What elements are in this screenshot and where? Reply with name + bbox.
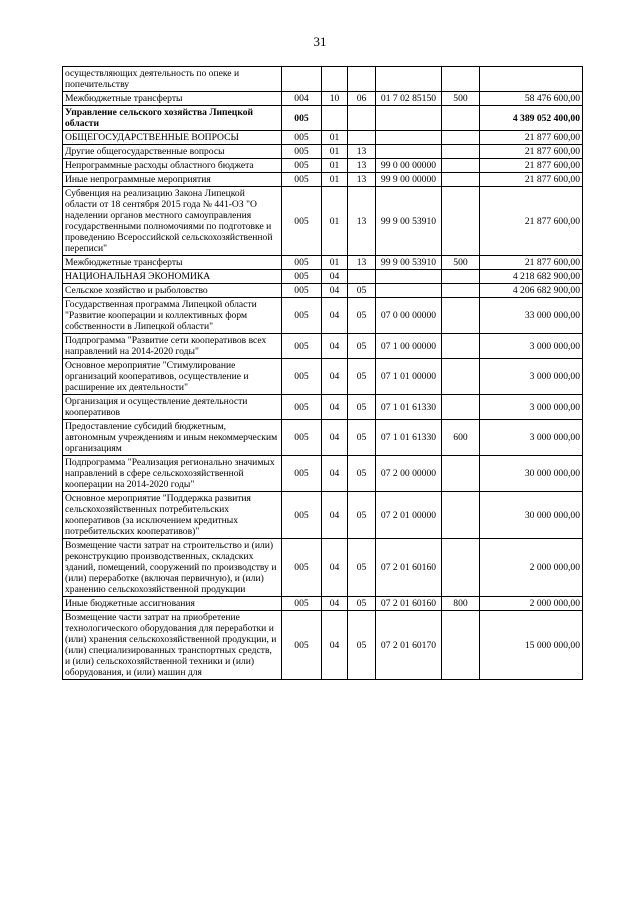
razdel-cell: 04 <box>322 359 348 395</box>
expense-type-cell <box>442 173 480 187</box>
table-row <box>63 256 583 270</box>
row-name-cell: Сельское хозяйство и рыболовство <box>63 284 282 298</box>
page-number: 31 <box>313 34 327 49</box>
target-article-cell: 01 7 02 85150 <box>376 92 442 106</box>
table-row <box>63 456 583 492</box>
amount-cell: 58 476 600,00 <box>480 92 583 106</box>
podrazdel-cell: 05 <box>348 420 376 456</box>
expense-type-cell <box>442 359 480 395</box>
expense-type-cell <box>442 145 480 159</box>
podrazdel-cell: 05 <box>348 284 376 298</box>
podrazdel-cell: 05 <box>348 597 376 611</box>
expense-type-cell <box>442 395 480 420</box>
amount-cell: 33 000 000,00 <box>480 298 583 334</box>
target-article-cell: 99 0 00 00000 <box>376 159 442 173</box>
razdel-cell: 04 <box>322 284 348 298</box>
target-article-cell: 07 1 01 61330 <box>376 420 442 456</box>
vedomstvo-cell: 005 <box>282 492 322 539</box>
vedomstvo-cell: 004 <box>282 92 322 106</box>
podrazdel-cell: 05 <box>348 611 376 680</box>
amount-cell: 2 000 000,00 <box>480 539 583 597</box>
row-name-cell: Государственная программа Липецкой области "Развитие кооперации и коллективных форм собственности в Липецкой области" <box>63 298 282 334</box>
table-row <box>63 173 583 187</box>
expense-type-cell <box>442 106 480 131</box>
row-name-cell: Организация и осуществление деятельности кооперативов <box>63 395 282 420</box>
target-article-cell: 99 9 00 00000 <box>376 173 442 187</box>
vedomstvo-cell: 005 <box>282 173 322 187</box>
podrazdel-cell: 13 <box>348 159 376 173</box>
row-name-cell: осуществляющих деятельность по опеке и попечительству <box>63 67 282 92</box>
table-row <box>63 611 583 680</box>
amount-cell <box>480 67 583 92</box>
row-name-cell: Управление сельского хозяйства Липецкой области <box>63 106 282 131</box>
table-row <box>63 334 583 359</box>
target-article-cell: 07 2 01 00000 <box>376 492 442 539</box>
expense-type-cell <box>442 131 480 145</box>
target-article-cell: 99 9 00 53910 <box>376 187 442 256</box>
vedomstvo-cell: 005 <box>282 145 322 159</box>
row-name-cell: НАЦИОНАЛЬНАЯ ЭКОНОМИКА <box>63 270 282 284</box>
razdel-cell: 04 <box>322 539 348 597</box>
vedomstvo-cell: 005 <box>282 420 322 456</box>
table-row <box>63 106 583 131</box>
amount-cell: 30 000 000,00 <box>480 456 583 492</box>
table-row <box>63 284 583 298</box>
amount-cell: 21 877 600,00 <box>480 131 583 145</box>
amount-cell: 21 877 600,00 <box>480 145 583 159</box>
podrazdel-cell: 13 <box>348 173 376 187</box>
vedomstvo-cell: 005 <box>282 456 322 492</box>
amount-cell: 21 877 600,00 <box>480 187 583 256</box>
amount-cell: 21 877 600,00 <box>480 256 583 270</box>
amount-cell: 4 206 682 900,00 <box>480 284 583 298</box>
table-row <box>63 492 583 539</box>
table-row <box>63 298 583 334</box>
expense-type-cell: 500 <box>442 92 480 106</box>
podrazdel-cell: 13 <box>348 256 376 270</box>
table-row <box>63 395 583 420</box>
table-row <box>63 92 583 106</box>
vedomstvo-cell: 005 <box>282 270 322 284</box>
razdel-cell: 04 <box>322 611 348 680</box>
razdel-cell <box>322 67 348 92</box>
table-row <box>63 159 583 173</box>
amount-cell: 21 877 600,00 <box>480 159 583 173</box>
razdel-cell: 04 <box>322 597 348 611</box>
row-name-cell: Межбюджетные трансферты <box>63 92 282 106</box>
target-article-cell <box>376 67 442 92</box>
budget-table <box>62 66 583 680</box>
table-row <box>63 539 583 597</box>
row-name-cell: Иные непрограммные мероприятия <box>63 173 282 187</box>
amount-cell: 3 000 000,00 <box>480 420 583 456</box>
amount-cell: 30 000 000,00 <box>480 492 583 539</box>
target-article-cell: 07 1 00 00000 <box>376 334 442 359</box>
expense-type-cell <box>442 270 480 284</box>
podrazdel-cell: 05 <box>348 539 376 597</box>
target-article-cell: 07 2 01 60170 <box>376 611 442 680</box>
row-name-cell: Основное мероприятие "Поддержка развития сельскохозяйственных потребительских кооперативов (за исключением кредитных потребительских кооперативов)" <box>63 492 282 539</box>
razdel-cell: 01 <box>322 159 348 173</box>
razdel-cell: 01 <box>322 131 348 145</box>
table-row <box>63 359 583 395</box>
razdel-cell: 04 <box>322 395 348 420</box>
target-article-cell: 07 2 01 60160 <box>376 539 442 597</box>
target-article-cell <box>376 284 442 298</box>
expense-type-cell <box>442 492 480 539</box>
row-name-cell: Возмещение части затрат на строительство и (или) реконструкцию производственных, складских зданий, помещений, сооружений по производству и (или) переработке (включая первичную), и (или) хранению сельскохозяйственной продукции <box>63 539 282 597</box>
amount-cell: 3 000 000,00 <box>480 359 583 395</box>
podrazdel-cell: 05 <box>348 334 376 359</box>
razdel-cell: 10 <box>322 92 348 106</box>
razdel-cell: 01 <box>322 173 348 187</box>
razdel-cell <box>322 106 348 131</box>
expense-type-cell <box>442 67 480 92</box>
razdel-cell: 01 <box>322 256 348 270</box>
vedomstvo-cell: 005 <box>282 256 322 270</box>
table-row <box>63 597 583 611</box>
row-name-cell: Субвенция на реализацию Закона Липецкой области от 18 сентября 2015 года № 441-ОЗ "О наделении органов местного самоуправления государственными полномочиями по подготовке и проведению Всероссийской сельскохозяйственной переписи" <box>63 187 282 256</box>
expense-type-cell <box>442 539 480 597</box>
vedomstvo-cell: 005 <box>282 334 322 359</box>
vedomstvo-cell <box>282 67 322 92</box>
expense-type-cell <box>442 611 480 680</box>
row-name-cell: Межбюджетные трансферты <box>63 256 282 270</box>
row-name-cell: Предоставление субсидий бюджетным, автономным учреждениям и иным некоммерческим организациям <box>63 420 282 456</box>
expense-type-cell <box>442 298 480 334</box>
razdel-cell: 01 <box>322 187 348 256</box>
expense-type-cell: 600 <box>442 420 480 456</box>
podrazdel-cell <box>348 106 376 131</box>
row-name-cell: ОБЩЕГОСУДАРСТВЕННЫЕ ВОПРОСЫ <box>63 131 282 145</box>
target-article-cell <box>376 145 442 159</box>
razdel-cell: 04 <box>322 456 348 492</box>
amount-cell: 3 000 000,00 <box>480 334 583 359</box>
target-article-cell: 07 2 01 60160 <box>376 597 442 611</box>
razdel-cell: 01 <box>322 145 348 159</box>
table-row <box>63 187 583 256</box>
target-article-cell: 07 2 00 00000 <box>376 456 442 492</box>
row-name-cell: Подпрограмма "Реализация регионально значимых направлений в сфере сельскохозяйственной кооперации на 2014-2020 годы" <box>63 456 282 492</box>
expense-type-cell <box>442 159 480 173</box>
podrazdel-cell: 05 <box>348 456 376 492</box>
row-name-cell: Иные бюджетные ассигнования <box>63 597 282 611</box>
target-article-cell <box>376 106 442 131</box>
vedomstvo-cell: 005 <box>282 597 322 611</box>
amount-cell: 2 000 000,00 <box>480 597 583 611</box>
podrazdel-cell: 05 <box>348 298 376 334</box>
expense-type-cell: 800 <box>442 597 480 611</box>
amount-cell: 3 000 000,00 <box>480 395 583 420</box>
expense-type-cell <box>442 284 480 298</box>
target-article-cell <box>376 270 442 284</box>
podrazdel-cell: 13 <box>348 187 376 256</box>
amount-cell: 4 389 052 400,00 <box>480 106 583 131</box>
target-article-cell: 99 9 00 53910 <box>376 256 442 270</box>
amount-cell: 21 877 600,00 <box>480 173 583 187</box>
row-name-cell: Возмещение части затрат на приобретение технологического оборудования для переработки и (или) хранения сельскохозяйственной продукции, и (или) специализированных транспортных средств, и (или) сельскохозяйственной техники и (или) оборудования, и (или) машин для <box>63 611 282 680</box>
table-row <box>63 420 583 456</box>
razdel-cell: 04 <box>322 270 348 284</box>
table-row <box>63 67 583 92</box>
podrazdel-cell: 13 <box>348 145 376 159</box>
table-row <box>63 270 583 284</box>
row-name-cell: Основное мероприятие "Стимулирование организаций кооперативов, осуществление и расширение их деятельности" <box>63 359 282 395</box>
razdel-cell: 04 <box>322 334 348 359</box>
vedomstvo-cell: 005 <box>282 131 322 145</box>
target-article-cell: 07 1 01 00000 <box>376 359 442 395</box>
razdel-cell: 04 <box>322 492 348 539</box>
podrazdel-cell <box>348 67 376 92</box>
target-article-cell <box>376 131 442 145</box>
expense-type-cell <box>442 187 480 256</box>
row-name-cell: Непрограммные расходы областного бюджета <box>63 159 282 173</box>
amount-cell: 15 000 000,00 <box>480 611 583 680</box>
vedomstvo-cell: 005 <box>282 298 322 334</box>
vedomstvo-cell: 005 <box>282 395 322 420</box>
table-row <box>63 131 583 145</box>
row-name-cell: Подпрограмма "Развитие сети кооперативов всех направлений на 2014-2020 годы" <box>63 334 282 359</box>
target-article-cell: 07 1 01 61330 <box>376 395 442 420</box>
vedomstvo-cell: 005 <box>282 187 322 256</box>
expense-type-cell <box>442 334 480 359</box>
podrazdel-cell <box>348 131 376 145</box>
razdel-cell: 04 <box>322 298 348 334</box>
vedomstvo-cell: 005 <box>282 159 322 173</box>
razdel-cell: 04 <box>322 420 348 456</box>
vedomstvo-cell: 005 <box>282 359 322 395</box>
budget-table-body <box>63 67 583 680</box>
podrazdel-cell: 05 <box>348 359 376 395</box>
amount-cell: 4 218 682 900,00 <box>480 270 583 284</box>
vedomstvo-cell: 005 <box>282 611 322 680</box>
expense-type-cell: 500 <box>442 256 480 270</box>
vedomstvo-cell: 005 <box>282 539 322 597</box>
podrazdel-cell: 05 <box>348 492 376 539</box>
podrazdel-cell: 05 <box>348 395 376 420</box>
target-article-cell: 07 0 00 00000 <box>376 298 442 334</box>
podrazdel-cell <box>348 270 376 284</box>
podrazdel-cell: 06 <box>348 92 376 106</box>
vedomstvo-cell: 005 <box>282 106 322 131</box>
vedomstvo-cell: 005 <box>282 284 322 298</box>
table-row <box>63 145 583 159</box>
expense-type-cell <box>442 456 480 492</box>
row-name-cell: Другие общегосударственные вопросы <box>63 145 282 159</box>
